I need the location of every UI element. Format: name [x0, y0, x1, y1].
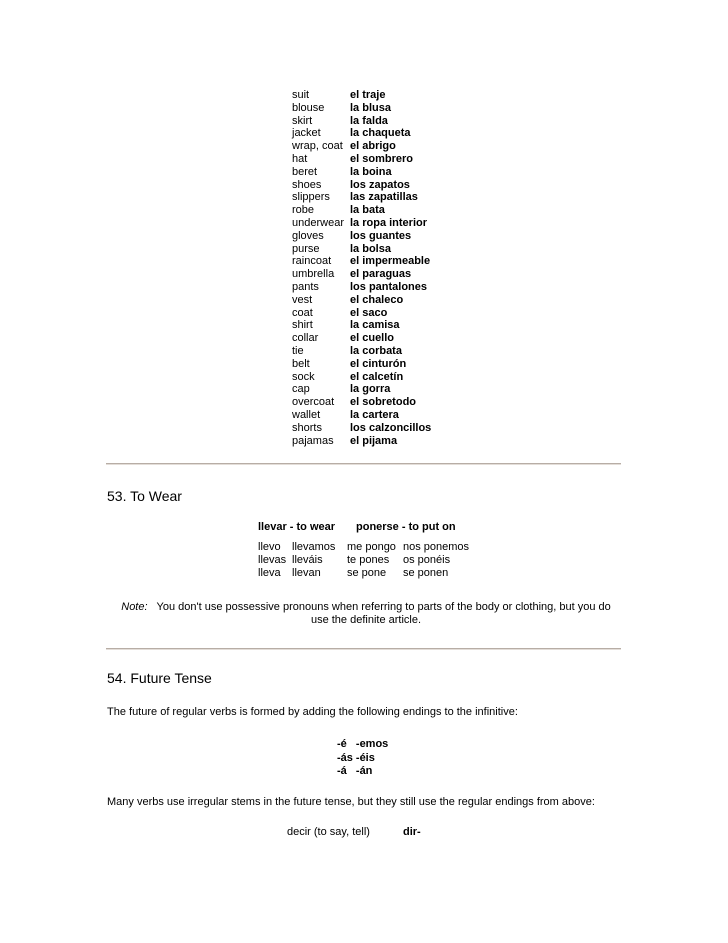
- note-label: Note:: [121, 601, 148, 613]
- spanish-word: los pantalones: [350, 280, 428, 293]
- spanish-word: los guantes: [350, 229, 412, 242]
- english-word: slippers: [292, 191, 330, 204]
- conj-cell: llevan: [292, 567, 321, 579]
- spanish-word: el sobretodo: [350, 396, 417, 409]
- stem-value: dir-: [403, 826, 421, 838]
- table-row: [292, 294, 431, 307]
- spanish-word: la camisa: [350, 319, 400, 332]
- conj-cell: se pone: [347, 567, 387, 579]
- table-row: [292, 166, 431, 179]
- english-word: overcoat: [292, 396, 335, 409]
- english-word: tie: [292, 344, 304, 357]
- english-word: purse: [292, 242, 320, 255]
- table-row: [292, 345, 431, 358]
- spanish-word: la chaqueta: [350, 127, 411, 140]
- english-word: belt: [292, 357, 310, 370]
- english-word: gloves: [292, 229, 324, 242]
- spanish-word: el sombrero: [350, 152, 413, 165]
- conj-cell: lleváis: [292, 554, 323, 566]
- english-word: shorts: [292, 421, 322, 434]
- section-divider: [106, 463, 621, 465]
- clothing-vocabulary-table: [292, 89, 431, 447]
- conj-cell: llevo: [258, 541, 281, 553]
- english-word: robe: [292, 204, 315, 217]
- ending-plural: -emos: [355, 738, 389, 750]
- spanish-word: el impermeable: [350, 255, 431, 268]
- table-row: [258, 554, 469, 567]
- english-word: underwear: [292, 216, 344, 229]
- table-row: [292, 409, 431, 422]
- english-word: coat: [292, 306, 313, 319]
- conj-cell: me pongo: [347, 541, 396, 553]
- stem-verb: decir (to say, tell): [287, 826, 370, 838]
- english-word: wrap, coat: [292, 140, 343, 153]
- ending-plural: -án: [355, 765, 373, 777]
- conj-cell: llevas: [258, 554, 287, 566]
- spanish-word: los calzoncillos: [350, 421, 432, 434]
- section-divider: [106, 648, 621, 650]
- spanish-word: la blusa: [350, 101, 391, 114]
- ponerse-heading: ponerse - to put on: [356, 521, 456, 533]
- table-row: [292, 383, 431, 396]
- english-word: suit: [292, 89, 310, 101]
- table-row: [292, 307, 431, 320]
- ending-singular: -é: [337, 738, 347, 750]
- table-row: [292, 243, 431, 256]
- spanish-word: la bata: [350, 204, 385, 217]
- table-row: [292, 217, 431, 230]
- table-row: [292, 358, 431, 371]
- note: [112, 601, 620, 627]
- future-intro: The future of regular verbs is formed by adding the following endings to the infinitive:: [107, 706, 518, 718]
- table-row: [337, 752, 391, 766]
- english-word: raincoat: [292, 255, 332, 268]
- table-row: [258, 541, 469, 554]
- english-word: shoes: [292, 178, 322, 191]
- table-row: [292, 255, 431, 268]
- table-row: [292, 396, 431, 409]
- table-row: [337, 738, 391, 752]
- spanish-word: el abrigo: [350, 140, 396, 153]
- spanish-word: la cartera: [350, 408, 399, 421]
- ending-plural: -éis: [355, 751, 375, 764]
- spanish-word: la boina: [350, 165, 392, 178]
- english-word: umbrella: [292, 268, 335, 281]
- spanish-word: la ropa interior: [350, 216, 428, 229]
- conj-cell: nos ponemos: [403, 541, 470, 553]
- table-row: [292, 281, 431, 294]
- table-row: [292, 371, 431, 384]
- spanish-word: la gorra: [350, 383, 391, 396]
- irregular-intro: Many verbs use irregular stems in the future tense, but they still use the regular endings from above:: [107, 796, 595, 808]
- table-row: [292, 153, 431, 166]
- table-row: [292, 102, 431, 115]
- spanish-word: los zapatos: [350, 178, 410, 191]
- spanish-word: el calcetín: [350, 370, 404, 383]
- conj-cell: lleva: [258, 567, 281, 579]
- table-row: [292, 332, 431, 345]
- table-row: [292, 127, 431, 140]
- section-53-title: 53. To Wear: [107, 488, 182, 504]
- conjugation-table: [258, 541, 469, 580]
- english-word: skirt: [292, 114, 313, 127]
- spanish-word: las zapatillas: [350, 191, 418, 204]
- conj-cell: llevamos: [292, 541, 336, 553]
- table-row: [292, 422, 431, 435]
- ending-singular: -á: [337, 765, 347, 777]
- table-row: [292, 319, 431, 332]
- spanish-word: el cinturón: [350, 357, 407, 370]
- english-word: beret: [292, 165, 318, 178]
- spanish-word: el cuello: [350, 332, 395, 345]
- english-word: blouse: [292, 101, 325, 114]
- english-word: pants: [292, 280, 319, 293]
- table-row: [292, 230, 431, 243]
- table-row: [292, 191, 431, 204]
- section-54-title: 54. Future Tense: [107, 670, 212, 686]
- table-row: [258, 567, 469, 580]
- spanish-word: el paraguas: [350, 268, 412, 281]
- future-endings-table: [337, 738, 391, 779]
- table-row: [292, 115, 431, 128]
- note-text: You don't use possessive pronouns when referring to parts of the body or clothing, but you do use the definite article.: [156, 601, 611, 626]
- table-row: [292, 89, 431, 102]
- english-word: hat: [292, 152, 308, 165]
- spanish-word: el pijama: [350, 434, 398, 447]
- english-word: vest: [292, 293, 313, 306]
- english-word: wallet: [292, 408, 321, 421]
- english-word: shirt: [292, 319, 313, 332]
- spanish-word: la corbata: [350, 344, 402, 357]
- english-word: pajamas: [292, 434, 334, 447]
- english-word: cap: [292, 383, 310, 396]
- english-word: jacket: [292, 127, 321, 140]
- english-word: sock: [292, 370, 315, 383]
- spanish-word: el saco: [350, 306, 388, 319]
- table-row: [292, 435, 431, 448]
- conj-cell: te pones: [347, 554, 390, 566]
- english-word: collar: [292, 332, 319, 345]
- ending-singular: -ás: [337, 751, 353, 764]
- conj-cell: os ponéis: [403, 554, 451, 566]
- spanish-word: la bolsa: [350, 242, 391, 255]
- table-row: [292, 268, 431, 281]
- table-row: [292, 140, 431, 153]
- spanish-word: el chaleco: [350, 293, 404, 306]
- spanish-word: la falda: [350, 114, 388, 127]
- spanish-word: el traje: [350, 89, 386, 101]
- table-row: [292, 179, 431, 192]
- llevar-heading: llevar - to wear: [258, 521, 336, 533]
- table-row: [337, 765, 391, 779]
- table-row: [292, 204, 431, 217]
- conj-cell: se ponen: [403, 567, 449, 579]
